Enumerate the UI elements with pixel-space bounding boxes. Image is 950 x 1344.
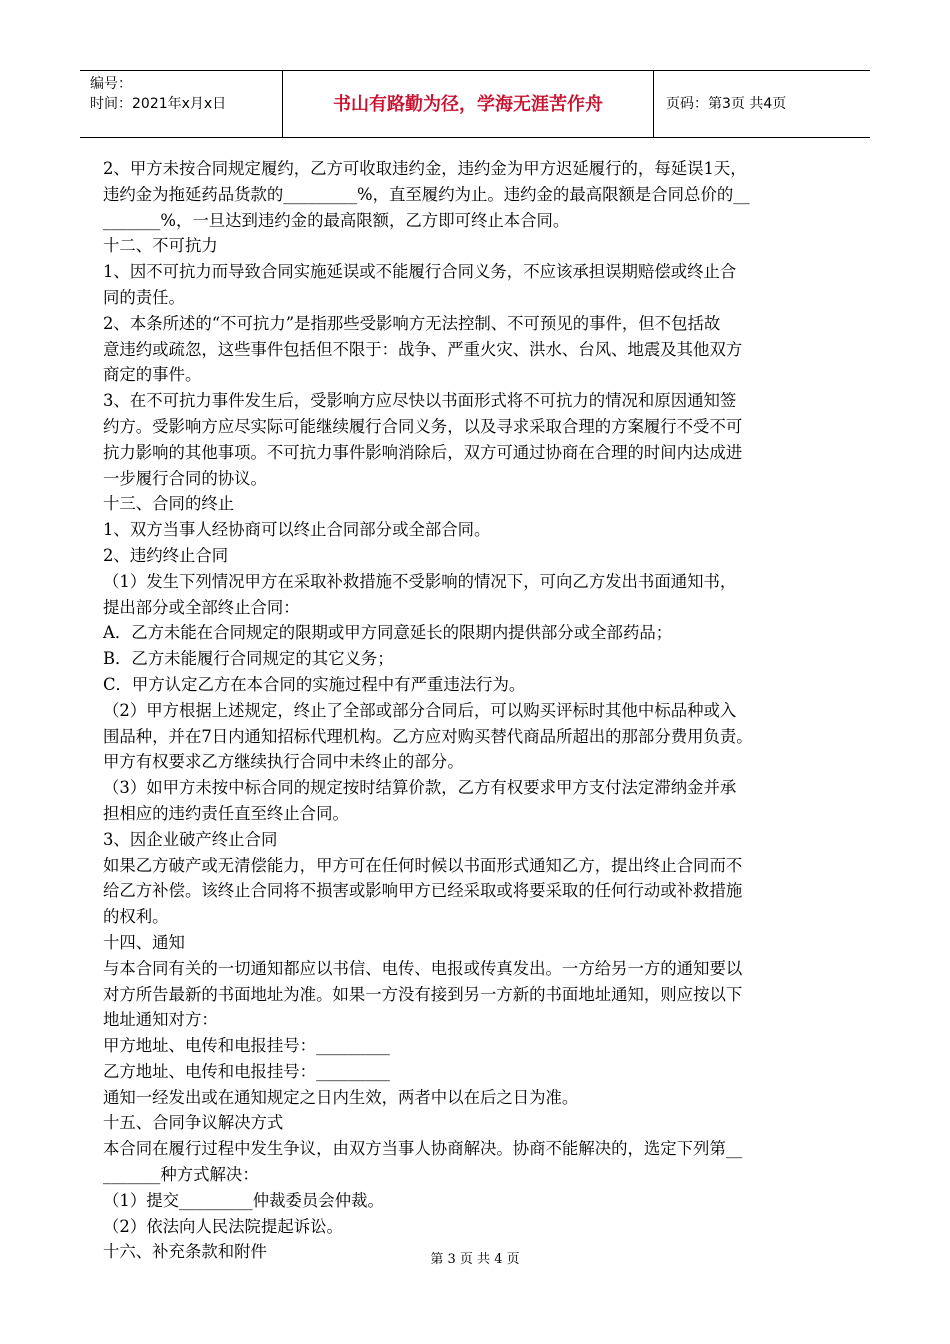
text-line: 抗力影响的其他事项。不可抗力事件影响消除后，双方可通过协商在合理的时间内达成进 — [103, 442, 743, 462]
text-line: 十六、补充条款和附件 — [103, 1242, 267, 1262]
text-line: 本合同在履行过程中发生争议，由双方当事人协商解决。协商不能解决的，选定下列第__ — [103, 1139, 743, 1159]
text-line: 给乙方补偿。该终止合同将不损害或影响甲方已经采取或将要采取的任何行动或补救措施 — [103, 881, 743, 901]
text-line: 乙方地址、电传和电报挂号：_________ — [103, 1061, 390, 1081]
text-line: 通知一经发出或在通知规定之日内生效，两者中以在后之日为准。 — [103, 1087, 579, 1107]
text-line: 围品种，并在7日内通知招标代理机构。乙方应对购买替代商品所超出的那部分费用负责。 — [103, 726, 753, 746]
page-footer: 第 3 页 共 4 页 — [430, 1252, 520, 1267]
text-line: 担相应的违约责任直至终止合同。 — [103, 803, 349, 823]
document-code-label: 编号： — [90, 76, 132, 92]
text-line: _______种方式解决： — [103, 1165, 259, 1185]
text-line: 一步履行合同的协议。 — [103, 468, 267, 488]
text-line: 对方所告最新的书面地址为准。如果一方没有接到另一方新的书面地址通知，则应按以下 — [103, 984, 743, 1004]
text-line: 甲方有权要求乙方继续执行合同中未终止的部分。 — [103, 752, 464, 772]
text-line: （1）发生下列情况甲方在采取补救措施不受影响的情况下，可向乙方发出书面通知书， — [103, 571, 737, 591]
text-line: _______%，一旦达到违约金的最高限额，乙方即可终止本合同。 — [103, 210, 570, 230]
text-line: 违约金为拖延药品货款的_________%，直至履约为止。违约金的最高限额是合同总价的__ — [103, 184, 750, 204]
page-header — [80, 70, 870, 138]
text-line: 1、因不可抗力而导致合同实施延误或不能履行合同义务，不应该承担误期赔偿或终止合 — [103, 262, 737, 282]
header-left-cell — [80, 71, 283, 137]
text-line: A．乙方未能在合同规定的限期或甲方同意延长的限期内提供部分或全部药品； — [103, 623, 673, 643]
text-line: 十五、合同争议解决方式 — [103, 1113, 284, 1133]
document-body — [103, 156, 853, 1265]
document-date-label: 时间：2021年x月x日 — [90, 96, 227, 112]
text-line: 十四、通知 — [103, 932, 185, 952]
text-line: 地址通知对方： — [103, 1010, 218, 1030]
text-line: 意违约或疏忽，这些事件包括但不限于：战争、严重火灾、洪水、台风、地震及其他双方 — [103, 339, 743, 359]
header-page-cell — [654, 71, 870, 137]
text-line: 2、违约终止合同 — [103, 545, 229, 565]
text-line: （2）依法向人民法院提起诉讼。 — [103, 1216, 343, 1236]
text-line: C．甲方认定乙方在本合同的实施过程中有严重违法行为。 — [103, 674, 526, 694]
text-line: 如果乙方破产或无清偿能力，甲方可在任何时候以书面形式通知乙方，提出终止合同而不 — [103, 855, 743, 875]
text-line: 3、在不可抗力事件发生后，受影响方应尽快以书面形式将不可抗力的情况和原因通知签 — [103, 391, 737, 411]
text-line: 十三、合同的终止 — [103, 494, 235, 514]
header-motto: 书山有路勤为径，学海无涯苦作舟 — [333, 94, 603, 115]
text-line: 约方。受影响方应尽实际可能继续履行合同义务，以及寻求采取合理的方案履行不受不可 — [103, 416, 743, 436]
text-line: 甲方地址、电传和电报挂号：_________ — [103, 1036, 390, 1056]
text-line: 3、因企业破产终止合同 — [103, 829, 278, 849]
text-line: 提出部分或全部终止合同： — [103, 597, 300, 617]
text-line: 2、本条所述的“不可抗力”是指那些受影响方无法控制、不可预见的事件，但不包括故 — [103, 313, 721, 333]
header-page-code: 页码：第3页 共4页 — [666, 96, 787, 112]
text-line: 2、甲方未按合同规定履约，乙方可收取违约金，违约金为甲方迟延履行的，每延误1天， — [103, 159, 747, 178]
text-line: （2）甲方根据上述规定，终止了全部或部分合同后，可以购买评标时其他中标品种或入 — [103, 700, 737, 720]
text-line: （3）如甲方未按中标合同的规定按时结算价款，乙方有权要求甲方支付法定滞纳金并承 — [103, 778, 737, 798]
text-line: 商定的事件。 — [103, 365, 202, 385]
text-line: 与本合同有关的一切通知都应以书信、电传、电报或传真发出。一方给另一方的通知要以 — [103, 958, 743, 978]
text-line: 十二、不可抗力 — [103, 236, 218, 256]
header-motto-cell — [283, 71, 654, 137]
text-line: 1、双方当事人经协商可以终止合同部分或全部合同。 — [103, 520, 491, 540]
text-line: B．乙方未能履行合同规定的其它义务； — [103, 649, 394, 669]
text-line: （1）提交_________仲裁委员会仲裁。 — [103, 1190, 384, 1210]
text-line: 的权利。 — [103, 907, 169, 927]
text-line: 同的责任。 — [103, 287, 185, 307]
